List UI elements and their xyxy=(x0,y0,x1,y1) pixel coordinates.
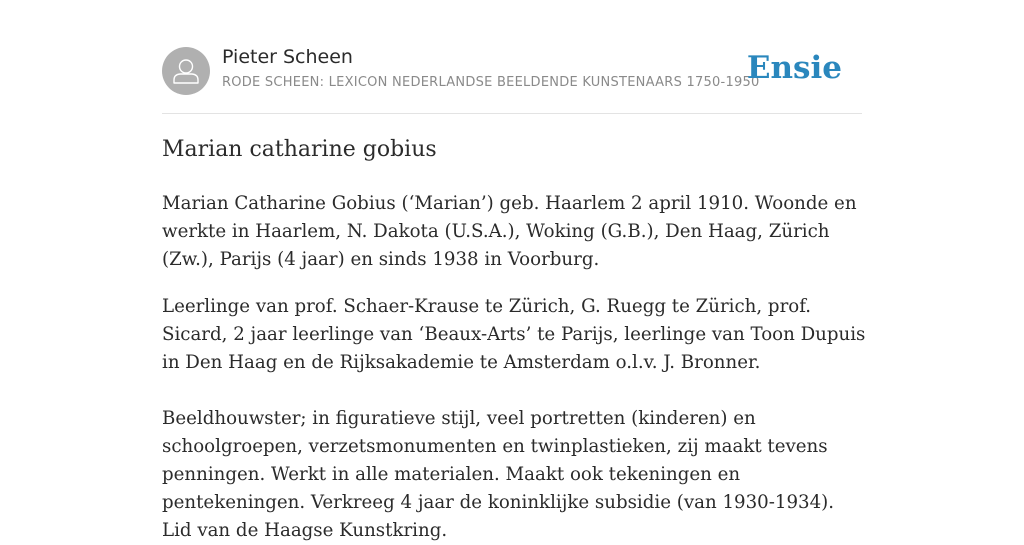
author-name[interactable]: Pieter Scheen xyxy=(222,46,353,68)
source-title[interactable]: RODE SCHEEN: LEXICON NEDERLANDSE BEELDENDE KUNSTENAARS 1750-1950 xyxy=(222,75,760,90)
article-title: Marian catharine gobius xyxy=(162,137,437,162)
article-paragraph: Beeldhouwster; in figuratieve stijl, veel portretten (kinderen) en schoolgroepen, verzetsmonumenten en twinplastieken, zij maakt tevens penningen. Werkt in alle materialen. Maakt ook tekeningen en pentekeningen. Verkreeg 4 jaar de koninklijke subsidie (van 1930-1934). Lid van de Haagse Kunstkring. xyxy=(162,408,835,541)
article-header xyxy=(162,46,862,96)
article-paragraph: Leerlinge van prof. Schaer-Krause te Zürich, G. Ruegg te Zürich, prof. Sicard, 2 jaar leerlinge van ‘Beaux-Arts’ te Parijs, leerlinge van Toon Dupuis in Den Haag en de Rijksakademie te Amsterdam o.l.v. J. Bronner. xyxy=(162,296,866,373)
article-paragraph: Marian Catharine Gobius (‘Marian’) geb. Haarlem 2 april 1910. Woonde en werkte in Haarlem, N. Dakota (U.S.A.), Woking (G.B.), Den Haag, Zürich (Zw.), Parijs (4 jaar) en sinds 1938 in Voorburg. xyxy=(162,193,857,270)
brand-logo[interactable]: Ensie xyxy=(746,50,842,86)
header-divider xyxy=(162,113,862,114)
user-icon xyxy=(162,47,210,95)
avatar[interactable] xyxy=(162,47,210,95)
